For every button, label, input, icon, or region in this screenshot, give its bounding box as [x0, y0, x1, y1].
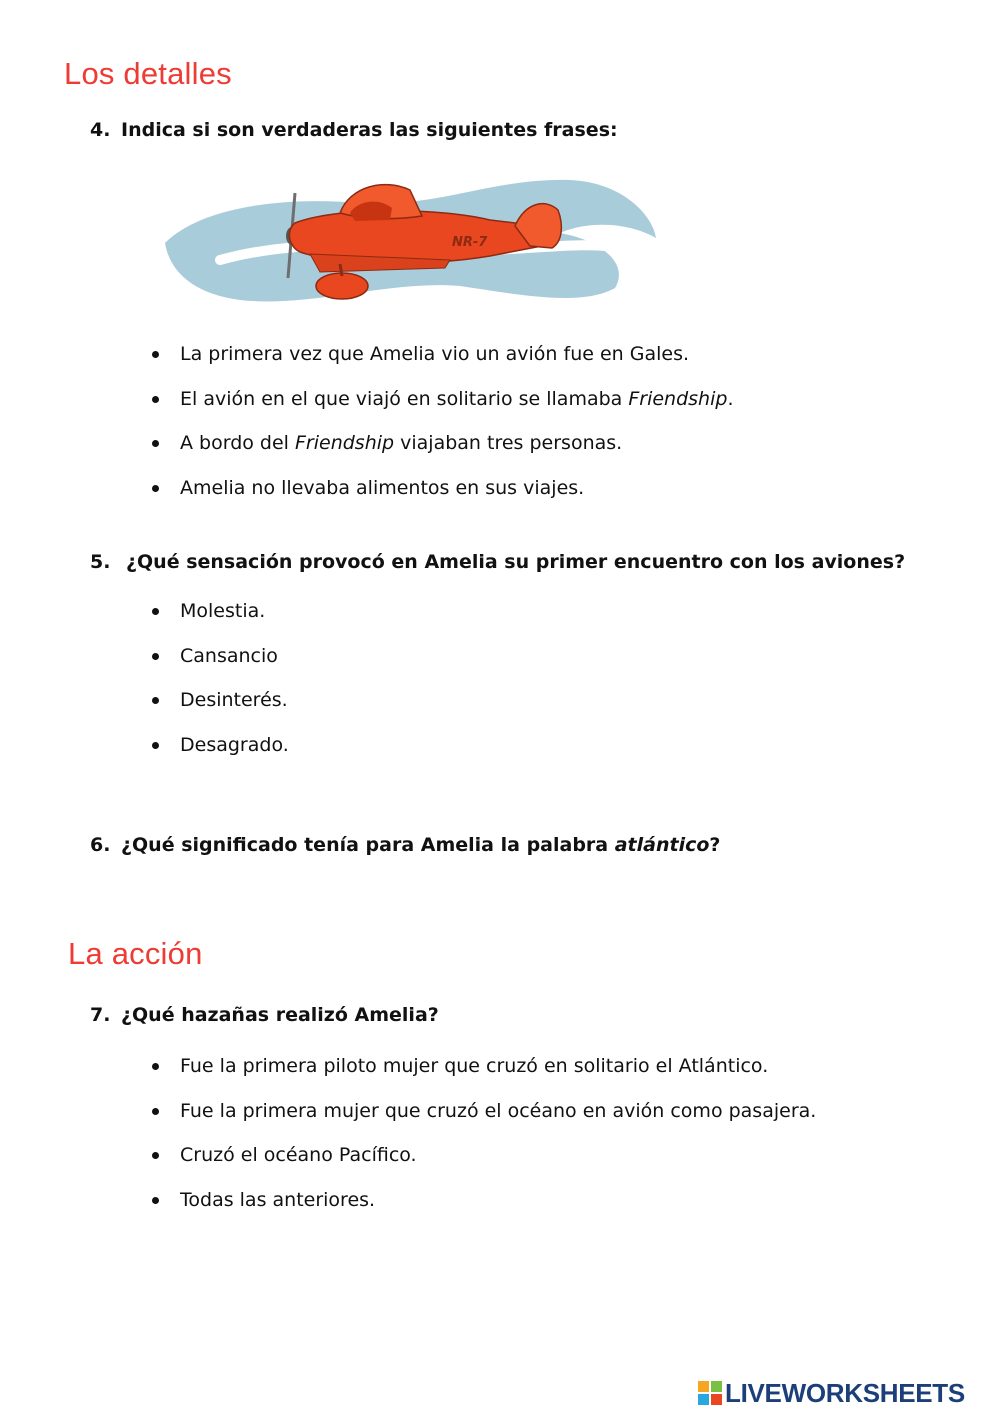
section-title-la-accion: La acción	[68, 936, 203, 971]
question-4	[90, 119, 618, 141]
list-item: Desinterés.	[152, 689, 289, 734]
question-text: ¿Qué significado tenía para Amelia la palabra atlántico?	[121, 834, 721, 856]
section-title-los-detalles: Los detalles	[64, 56, 232, 91]
liveworksheets-logo-icon	[697, 1380, 723, 1406]
q4-statements	[152, 343, 733, 521]
question-text: ¿Qué sensación provocó en Amelia su primer encuentro con los aviones?	[126, 551, 906, 573]
question-7	[90, 1004, 439, 1026]
list-item: Cruzó el océano Pacífico.	[152, 1144, 816, 1189]
question-text: ¿Qué hazañas realizó Amelia?	[121, 1004, 439, 1026]
list-item: Molestia.	[152, 600, 289, 645]
list-item: Cansancio	[152, 645, 289, 690]
liveworksheets-logo[interactable]	[697, 1378, 965, 1408]
question-5	[90, 551, 905, 573]
question-number: 5.	[90, 551, 111, 573]
plane-label: NR-7	[452, 235, 488, 250]
red-airplane-icon	[160, 168, 660, 318]
q7-options	[152, 1055, 816, 1233]
q5-options	[152, 600, 289, 778]
question-number: 6.	[90, 834, 111, 856]
list-item: La primera vez que Amelia vio un avión fue en Gales.	[152, 343, 733, 388]
list-item: Todas las anteriores.	[152, 1189, 816, 1234]
list-item: Amelia no llevaba alimentos en sus viajes.	[152, 477, 733, 522]
list-item: Fue la primera piloto mujer que cruzó en solitario el Atlántico.	[152, 1055, 816, 1100]
list-item: Fue la primera mujer que cruzó el océano en avión como pasajera.	[152, 1100, 816, 1145]
list-item: A bordo del Friendship viajaban tres personas.	[152, 432, 733, 477]
list-item: El avión en el que viajó en solitario se llamaba Friendship.	[152, 388, 733, 433]
question-6	[90, 834, 720, 856]
question-number: 4.	[90, 119, 111, 141]
logo-text: LIVEWORKSHEETS	[725, 1377, 965, 1408]
list-item: Desagrado.	[152, 734, 289, 779]
question-text: Indica si son verdaderas las siguientes frases:	[121, 119, 618, 141]
question-number: 7.	[90, 1004, 111, 1026]
